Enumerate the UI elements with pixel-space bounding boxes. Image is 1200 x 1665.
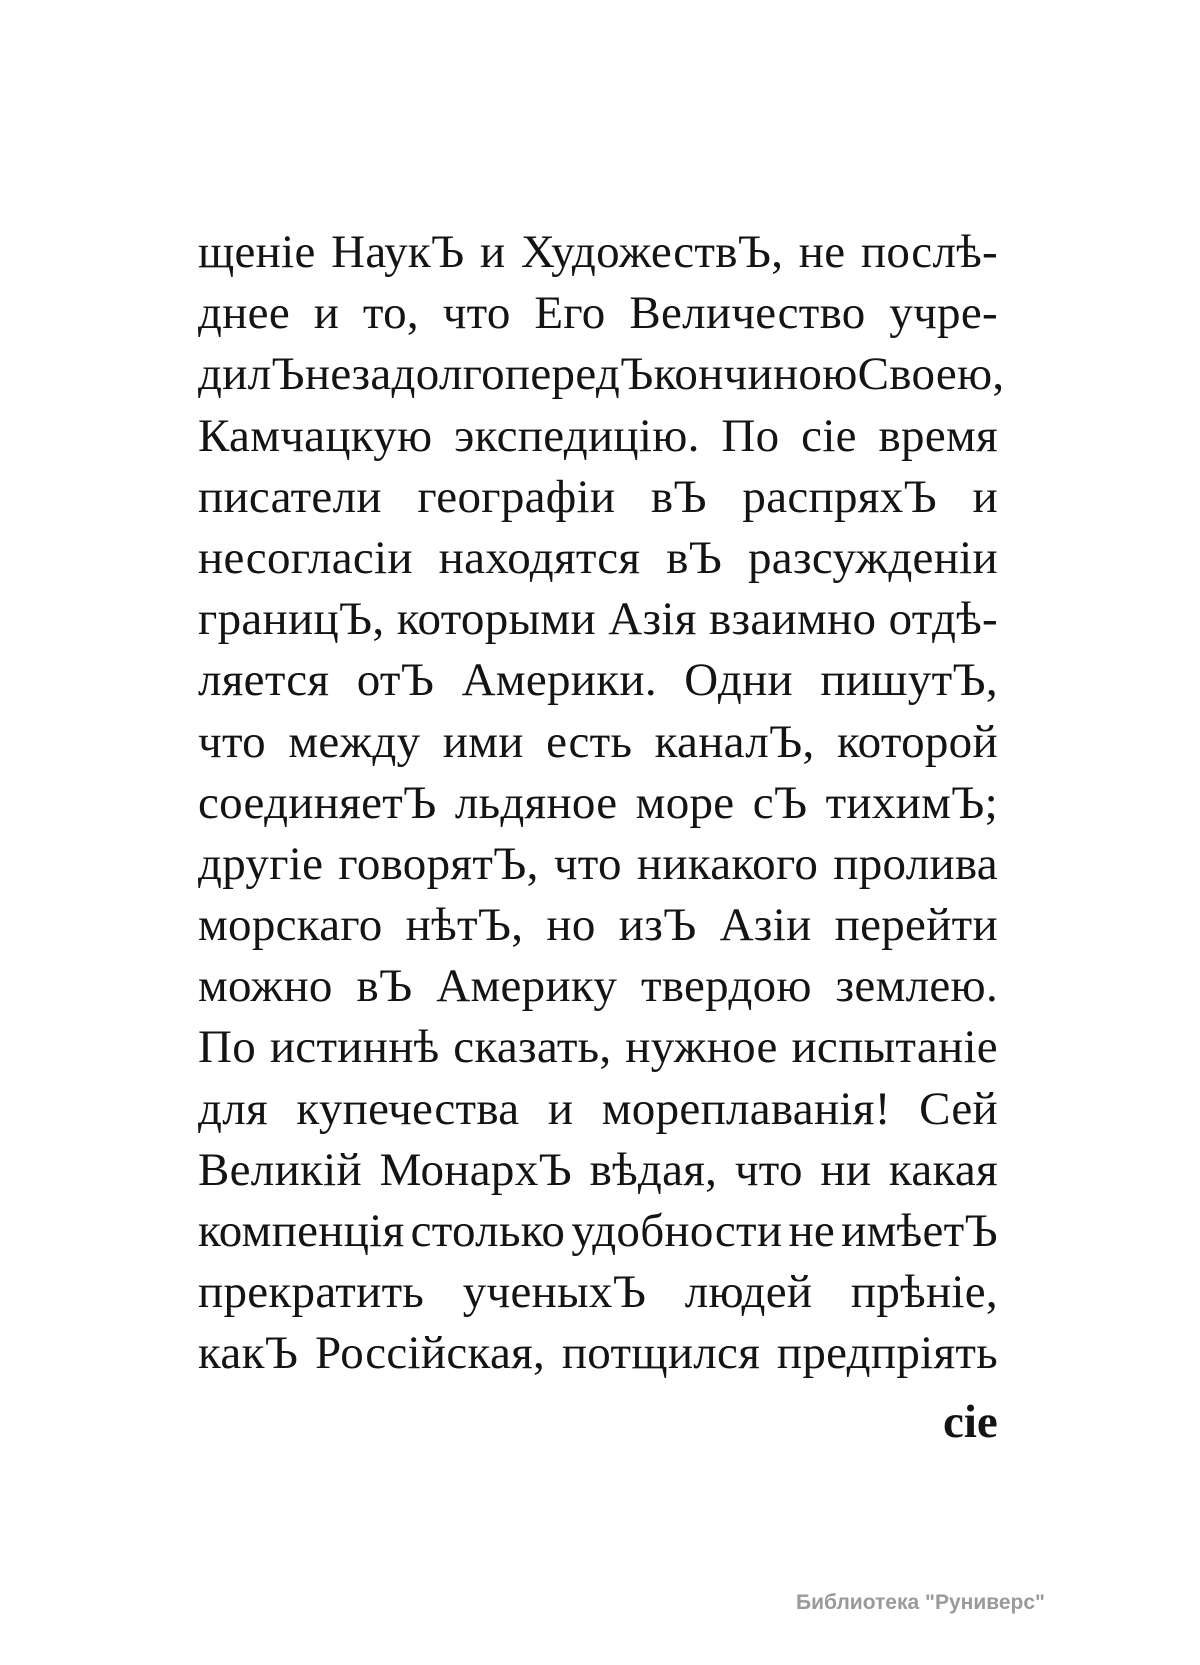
word: не — [798, 226, 846, 278]
word: сказать, — [453, 1021, 612, 1074]
word: ученыхЪ — [462, 1266, 647, 1319]
word: что — [198, 715, 266, 768]
word: щеніе — [198, 226, 316, 278]
word: отдѣ- — [888, 593, 998, 646]
word: вЪ — [356, 960, 413, 1013]
word: что — [442, 287, 511, 340]
word: несогласіи — [198, 531, 413, 584]
word: мореплаванія! — [601, 1082, 891, 1135]
library-watermark: Библиотека "Руниверс" — [796, 1591, 1046, 1614]
word: но — [546, 899, 596, 952]
text-line — [198, 956, 998, 1017]
text-line — [198, 283, 998, 344]
word: и — [972, 470, 998, 523]
word: распряхЪ — [742, 470, 937, 523]
word: и — [547, 1082, 574, 1135]
word: пролива — [833, 837, 998, 890]
text-line — [198, 1201, 998, 1262]
word: сЪ — [752, 776, 808, 829]
text-line — [198, 895, 998, 956]
body-text — [198, 222, 1005, 1385]
word: говорятЪ, — [338, 837, 539, 890]
word: По — [198, 1021, 257, 1074]
word: и — [480, 226, 506, 278]
text-line — [198, 589, 998, 650]
word: географіи — [417, 470, 616, 523]
word: НаукЪ — [331, 226, 465, 278]
word: которой — [836, 715, 998, 768]
word: прекратить — [198, 1266, 425, 1319]
word: имѣетЪ — [841, 1205, 998, 1257]
word: ляется — [198, 654, 330, 707]
word: ни — [820, 1143, 872, 1196]
word: изЪ — [618, 899, 697, 952]
word: испытаніе — [791, 1021, 998, 1074]
word: границЪ, — [198, 593, 385, 646]
word: передЪ — [504, 348, 654, 401]
word: что — [553, 837, 622, 890]
text-line — [198, 834, 998, 895]
word: предпріять — [776, 1327, 998, 1380]
text-line — [198, 467, 998, 528]
word: Америки. — [461, 654, 657, 707]
word: МонархЪ — [379, 1143, 572, 1196]
word: можно — [198, 960, 333, 1013]
word: морскаго — [198, 899, 383, 952]
word: купечества — [296, 1082, 520, 1135]
word: удобности — [571, 1205, 783, 1257]
word: Азіи — [719, 899, 812, 952]
word: По — [721, 409, 780, 462]
word: твердою — [640, 960, 812, 1013]
word: которыми — [396, 593, 596, 646]
text-line — [198, 1140, 998, 1201]
text-line — [198, 1017, 998, 1078]
word: отЪ — [356, 654, 435, 707]
word: не — [304, 348, 352, 401]
word: кончиною — [653, 348, 858, 401]
word: вЪ — [650, 470, 707, 523]
word: Сей — [919, 1082, 998, 1135]
word: столько — [410, 1205, 566, 1257]
text-line — [198, 1262, 998, 1323]
word: море — [635, 776, 735, 829]
text-line — [198, 528, 998, 589]
word: какЪ — [198, 1327, 299, 1380]
word: задолго — [351, 348, 505, 401]
word: компенція — [198, 1205, 405, 1257]
word: льдяное — [454, 776, 618, 829]
word: Великій — [198, 1143, 362, 1196]
word: писатели — [198, 470, 382, 523]
word: учре- — [889, 287, 998, 340]
word: Его — [534, 287, 606, 340]
word: потщился — [561, 1327, 761, 1380]
text-line — [198, 1323, 998, 1384]
word: разсужденіи — [748, 531, 998, 584]
word: другіе — [198, 837, 324, 890]
text-line — [198, 773, 998, 834]
text-line — [198, 650, 998, 711]
catchword: сіе — [943, 1396, 998, 1448]
word: экспедицію. — [454, 409, 700, 462]
word: тихимЪ; — [825, 776, 998, 829]
word: для — [198, 1082, 268, 1135]
word: Америку — [436, 960, 618, 1013]
word: и — [313, 287, 340, 340]
word: вѣдая, — [589, 1143, 718, 1196]
word: ХудожествЪ, — [520, 226, 784, 278]
word: то, — [362, 287, 419, 340]
word: ими — [442, 715, 524, 768]
word: Россійская, — [314, 1327, 546, 1380]
word: землею. — [835, 960, 998, 1013]
word: между — [288, 715, 421, 768]
word: перейти — [834, 899, 998, 952]
word: время — [878, 409, 998, 462]
word: Своею, — [857, 348, 1005, 401]
word: прѣніе, — [850, 1266, 998, 1319]
text-line — [198, 344, 1005, 405]
word: каналЪ, — [654, 715, 815, 768]
word: Камчацкую — [198, 409, 433, 462]
word: вЪ — [666, 531, 723, 584]
word: есть — [546, 715, 633, 768]
word: находятся — [438, 531, 641, 584]
word: людей — [684, 1266, 813, 1319]
word: никакого — [636, 837, 819, 890]
text-line — [198, 222, 998, 283]
word: Азія — [608, 593, 697, 646]
word: Одни — [684, 654, 794, 707]
word: не — [788, 1205, 836, 1257]
text-line — [198, 712, 998, 773]
word: что — [734, 1143, 803, 1196]
word: соединяетЪ — [198, 776, 437, 829]
word: днее — [198, 287, 290, 340]
word: сіе — [801, 409, 857, 462]
text-line — [198, 1079, 998, 1140]
word: нужное — [625, 1021, 778, 1074]
word: дилЪ — [198, 348, 305, 401]
word: взаимно — [708, 593, 877, 646]
text-line — [198, 406, 998, 467]
word: послѣ- — [860, 226, 998, 278]
word: Величество — [629, 287, 866, 340]
word: какая — [888, 1143, 998, 1196]
word: нѣтЪ, — [405, 899, 524, 952]
word: пишутЪ, — [820, 654, 998, 707]
word: истиннѣ — [269, 1021, 440, 1074]
